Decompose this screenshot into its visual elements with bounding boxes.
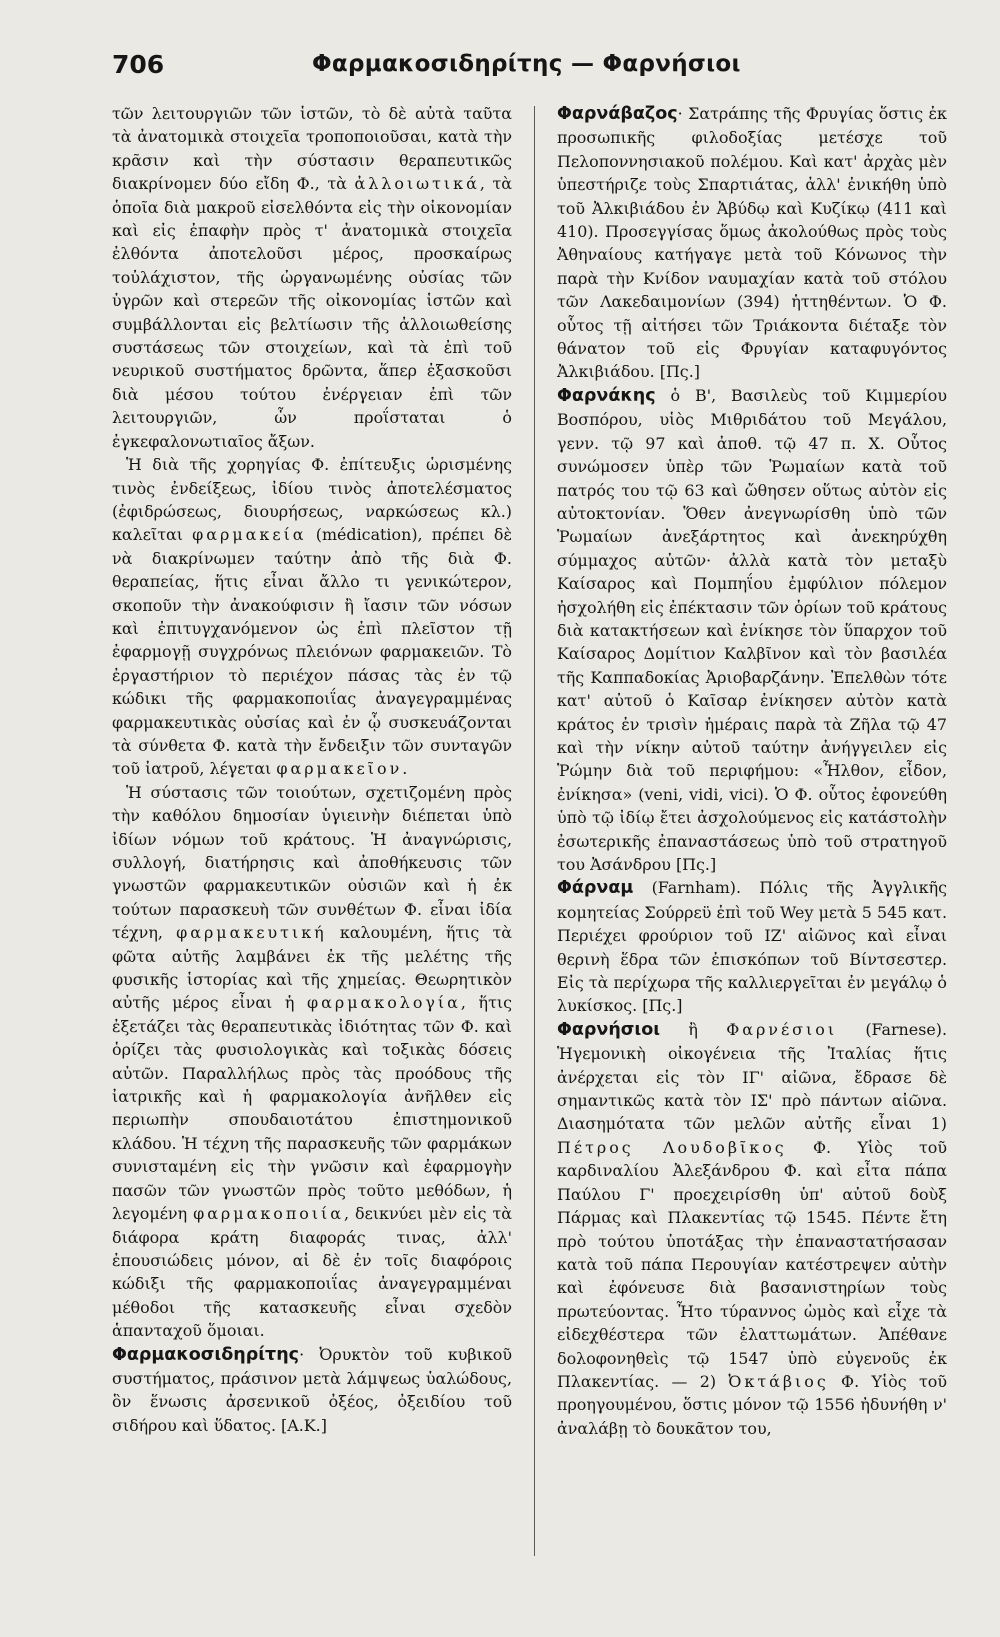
entry-text: ὁ Β', Βασιλεὺς τοῦ Κιμμερίου Βοσπόρου, υἱὸς Μιθριδάτου τοῦ Μεγάλου, γενν. τῷ 97 καὶ ἀποθ. τῷ 47 π. Χ. Οὗτος συνώμοσεν ὑπὲρ τῶν Ῥωμαίων κατὰ τοῦ πατρός του τῷ 63 καὶ ὤθησεν οὕτως αὐτὸν εἰς αὐτοκτονίαν. Ὅθεν ἀνεγνωρίσθη ὑπὸ τῶν Ῥωμαίων ἀνεξάρτητος καὶ ἀνεκηρύχθη σύμμαχος αὐτῶν· ἀλλὰ κατὰ τὸν μεταξὺ Καίσαρος καὶ Πομπηΐου ἐμφύλιον πόλεμον ἠσχολήθη εἰς ἐπέκτασιν τῶν ὁρίων τοῦ κράτους διὰ κατακτήσεων καὶ ἐνίκησε τὸν ὕπαρχον τοῦ Καίσαρος Δομίτιον Καλβῖνον καὶ τὸν βασιλέα τῆς Καππαδοκίας Ἀριοβαρζάνην. Ἐπελθὼν τότε κατ' αὐτοῦ ὁ Καῖσαρ ἐνίκησεν αὐτὸν κατὰ κράτος ἐν τρισὶν ἡμέραις παρὰ τὰ Ζῆλα τῷ 47 καὶ τὴν νίκην αὐτοῦ ταύτην ἀνήγγειλεν εἰς Ῥώμην διὰ τοῦ περιφήμου: «Ἦλθον, εἶδον, ἐνίκησα» (veni, vidi, vici). Ὁ Φ. οὗτος ἐφονεύθη ὑπὸ τῷ ἰδίῳ ἔτει ἀσχολούμενος εἰς κατάστολὴν ἐσωτερικῆς ἐπαναστάσεως ὑπὸ τοῦ στρατηγοῦ του Ἀσάνδρου [Πς.] (557, 385, 947, 874)
paragraph: τῶν λειτουργιῶν τῶν ἱστῶν, τὸ δὲ αὐτὰ ταῦτα τὰ ἀνατομικὰ στοιχεῖα τροποποιοῦσαι, κατὰ τὴν κρᾶσιν καὶ τὴν σύστασιν θεραπευτικῶς διακρίνομεν δύο εἴδη Φ., τὰ ἀλλοιωτικά, τὰ ὁποῖα διὰ μακροῦ εἰσελθόντα εἰς τὴν οἰκονομίαν καὶ εἰς ἐπαφὴν πρὸς τ' ἀνατομικὰ στοιχεῖα ἐλθόντα ἀποτελοῦσι μέρος, προσκαίρως τοὐλάχιστον, τῆς ὠργανωμένης οὐσίας τῶν ὑγρῶν καὶ στερεῶν τῆς οἰκονομίας ἱστῶν καὶ συμβάλλονται εἰς βελτίωσιν τῆς ἀλλοιωθείσης συστάσεως τῶν στοιχείων, καὶ τὰ ἐπὶ τοῦ νευρικοῦ συστήματος δρῶντα, ἅπερ ἐξασκοῦσι διὰ μέσου τούτου ἐνέργειαν ἐπὶ τῶν λειτουργιῶν, ὧν προΐσταται ὁ ἐγκεφαλονωτιαῖος ἄξων. (112, 104, 513, 451)
paragraph: Ἡ διὰ τῆς χορηγίας Φ. ἐπίτευξις ὡρισμένης τινὸς ἐνδείξεως, ἰδίου τινὸς ἀποτελέσματος (ἐφιδρώσεως, διουρήσεως, ναρκώσεως κλ.) καλεῖται φαρμακεία (médication), πρέπει δὲ νὰ διακρίνωμεν ταύτην ἀπὸ τῆς διὰ Φ. θεραπείας, ἥτις εἶναι ἄλλο τι γενικώτερον, σκοποῦν τὴν ἀνακούφισιν ἢ ἴασιν τῶν νόσων καὶ ἐπιτυγχανόμενον ὡς ἐπὶ πλεῖστον τῇ ἐφαρμογῇ συγχρόνως πλειόνων φαρμακειῶν. Τὸ ἐργαστήριον τὸ περιέχον πάσας τὰς ἐν τῷ κώδικι τῆς φαρμακοποιΐας ἀναγεγραμμένας φαρμακευτικὰς οὐσίας καὶ ἐν ᾧ συσκευάζονται τὰ σύνθετα Φ. κατὰ τὴν ἔνδειξιν τῶν συνταγῶν τοῦ ἰατροῦ, λέγεται φαρμακεῖον. (112, 455, 512, 779)
column-divider (534, 106, 535, 1556)
left-column (112, 102, 512, 1437)
entry-headword: Φαρνάβαζος (557, 104, 678, 124)
dictionary-entry (557, 102, 947, 384)
dictionary-entry: Φαρνήσιοι ἢ Φαρνέσιοι (Farnese). Ἡγεμονικὴ οἰκογένεια τῆς Ἰταλίας ἥτις ἀνέρχεται εἰς τὸν ΙΓ' αἰῶνα, ἔδρασε δὲ σημαντικῶς κατὰ τὸν ΙΣ' πρὸ πάντων αἰῶνα. Διασημότατα τῶν μελῶν αὐτῆς εἶναι 1) Πέτρος Λουδοβῖκος Φ. Υἱὸς τοῦ καρδιναλίου Ἀλεξάνδρου Φ. καὶ εἶτα πάπα Παύλου Γ' προεχειρίσθη ὑπ' αὐτοῦ δοὺξ Πάρμας καὶ Πλακεντίας τῷ 1545. Πέντε ἔτη πρὸ τούτου ὑποτάξας τὴν ἐπαναστατήσασαν κατὰ τοῦ πάπα Περουγίαν κατέστρεψεν αὐτὴν καὶ ἐφόνευσε διὰ βασανιστηρίων τοὺς πρωτεύοντας. Ἦτο τύραννος ὠμὸς καὶ εἶχε τὰ εἰδεχθέστερα τῶν ἐλαττωμάτων. Ἀπέθανε δολοφονηθεὶς τῷ 1547 ὑπὸ εὐγενοῦς ἐκ Πλακεντίας. — 2) Ὀκτάβιος Φ. Υἱὸς τοῦ προηγουμένου, ὅστις μόνον τῷ 1556 ἠδυνήθη ν' ἀναλάβῃ τὸ δουκᾶτον του, (557, 1019, 948, 1438)
right-column (557, 102, 947, 1440)
entry-headword: Φαρμακοσιδηρίτης (112, 1344, 300, 1365)
paragraph: Ἡ σύστασις τῶν τοιούτων, σχετιζομένη πρὸς τὴν καθόλου δημοσίαν ὑγιεινὴν διέπεται ὑπὸ ἰδίων νόμων τοῦ κράτους. Ἡ ἀναγνώρισις, συλλογή, διατήρησις καὶ ἀποθήκευσις τῶν γνωστῶν φαρμακευτικῶν οὐσιῶν καὶ ἡ ἐκ τούτων παρασκευὴ τῶν συνθέτων Φ. εἶναι ἰδία τέχνη, φαρμακευτική καλουμένη, ἥτις τὰ φῶτα αὐτῆς λαμβάνει ἐκ τῆς μελέτης τῆς φυσικῆς ἱστορίας καὶ τῆς χημείας. Θεωρητικὸν αὐτῆς μέρος εἶναι ἡ φαρμακολογία, ἥτις ἐξετάζει τὰς θεραπευτικὰς ἰδιότητας τῶν Φ. καὶ ὁρίζει τὰς φυσιολογικὰς καὶ τοξικὰς δόσεις αὐτῶν. Παραλλήλως πρὸς τὰς προόδους τῆς ἰατρικῆς καὶ ἡ φαρμακολογία ἀνῆλθεν εἰς περιωπὴν σπουδαιοτάτου ἐπιστημονικοῦ κλάδου. Ἡ τέχνη τῆς παρασκευῆς τῶν φαρμάκων συνισταμένη εἰς τὴν γνῶσιν καὶ ἐφαρμογὴν πασῶν τῶν γνωστῶν πρὸς τοῦτο μεθόδων, ἡ λεγομένη φαρμακοποιία, δεικνύει μὲν εἰς τὰ διάφορα κράτη διαφοράς τινας, ἀλλ' ἐπουσιώδεις μόνον, αἱ δὲ ἐν τοῖς διαφόροις κώδιξι τῆς φαρμακοποιΐας ἀναγεγραμμέναι μέθοδοι τῆς κατασκευῆς εἶναι σχεδὸν ἁπανταχοῦ ὅμοιαι. (112, 782, 512, 1341)
entry-text: · Σατράπης τῆς Φρυγίας ὅστις ἐκ προσωπικῆς φιλοδοξίας μετέσχε τοῦ Πελοποννησιακοῦ πολέμου. Καὶ κατ' ἀρχὰς μὲν ὑπεστήριζε τοὺς Σπαρτιάτας, ἀλλ' ἐνικήθη ὑπὸ τοῦ Ἀλκιβιάδου ἐν Ἀβύδῳ καὶ Κυζίκῳ (411 καὶ 410). Προσεγγίσας ὅμως ἀκολούθως πρὸς τοὺς Ἀθηναίους κατήγαγε μετὰ τοῦ Κόνωνος τὴν παρὰ τὴν Κνίδον ναυμαχίαν κατὰ τοῦ στόλου τῶν Λακεδαιμονίων (394) ἡττηθέντων. Ὁ Φ. οὗτος τῇ αἰτήσει τῶν Τριάκοντα διέταξε τὸν θάνατον τοῦ εἰς Φρυγίαν καταφυγόντος Ἀλκιβιάδου. [Πς.] (557, 104, 947, 382)
dictionary-entry (112, 1343, 512, 1438)
entry-headword: Φαρνάκης (557, 385, 656, 406)
page-header (112, 50, 872, 90)
entry-headword: Φαρνήσιοι (557, 1019, 661, 1040)
entry-text: · Ὀρυκτὸν τοῦ κυβικοῦ συστήματος, πράσινον μετὰ λάμψεως ὑαλώδους, ὃν ἕνωσις ἀρσενικοῦ ὀξέος, ὀξειδίου τοῦ σιδήρου καὶ ὕδατος. [Α.Κ.] (112, 1344, 512, 1435)
entry-text: (Farnham). Πόλις τῆς Ἀγγλικῆς κομητείας Σούρρεϋ ἐπὶ τοῦ Wey μετὰ 5 545 κατ. Περιέχει φρούριον τοῦ ΙΖ' αἰῶνος καὶ εἶναι θερινὴ ἕδρα τῶν ἐπισκόπων τοῦ Βίντσεστερ. Εἰς τὰ περίχωρα τῆς καλλιεργεῖται ἐν μεγάλῳ ὁ λυκίσκος. [Πς.] (557, 878, 947, 1016)
running-head: Φαρμακοσιδηρίτης — Φαρνήσιοι (312, 51, 741, 77)
entry-headword: Φάρναμ (557, 878, 634, 899)
dictionary-entry (557, 384, 947, 877)
dictionary-entry (557, 876, 947, 1017)
page-number: 706 (112, 50, 165, 79)
